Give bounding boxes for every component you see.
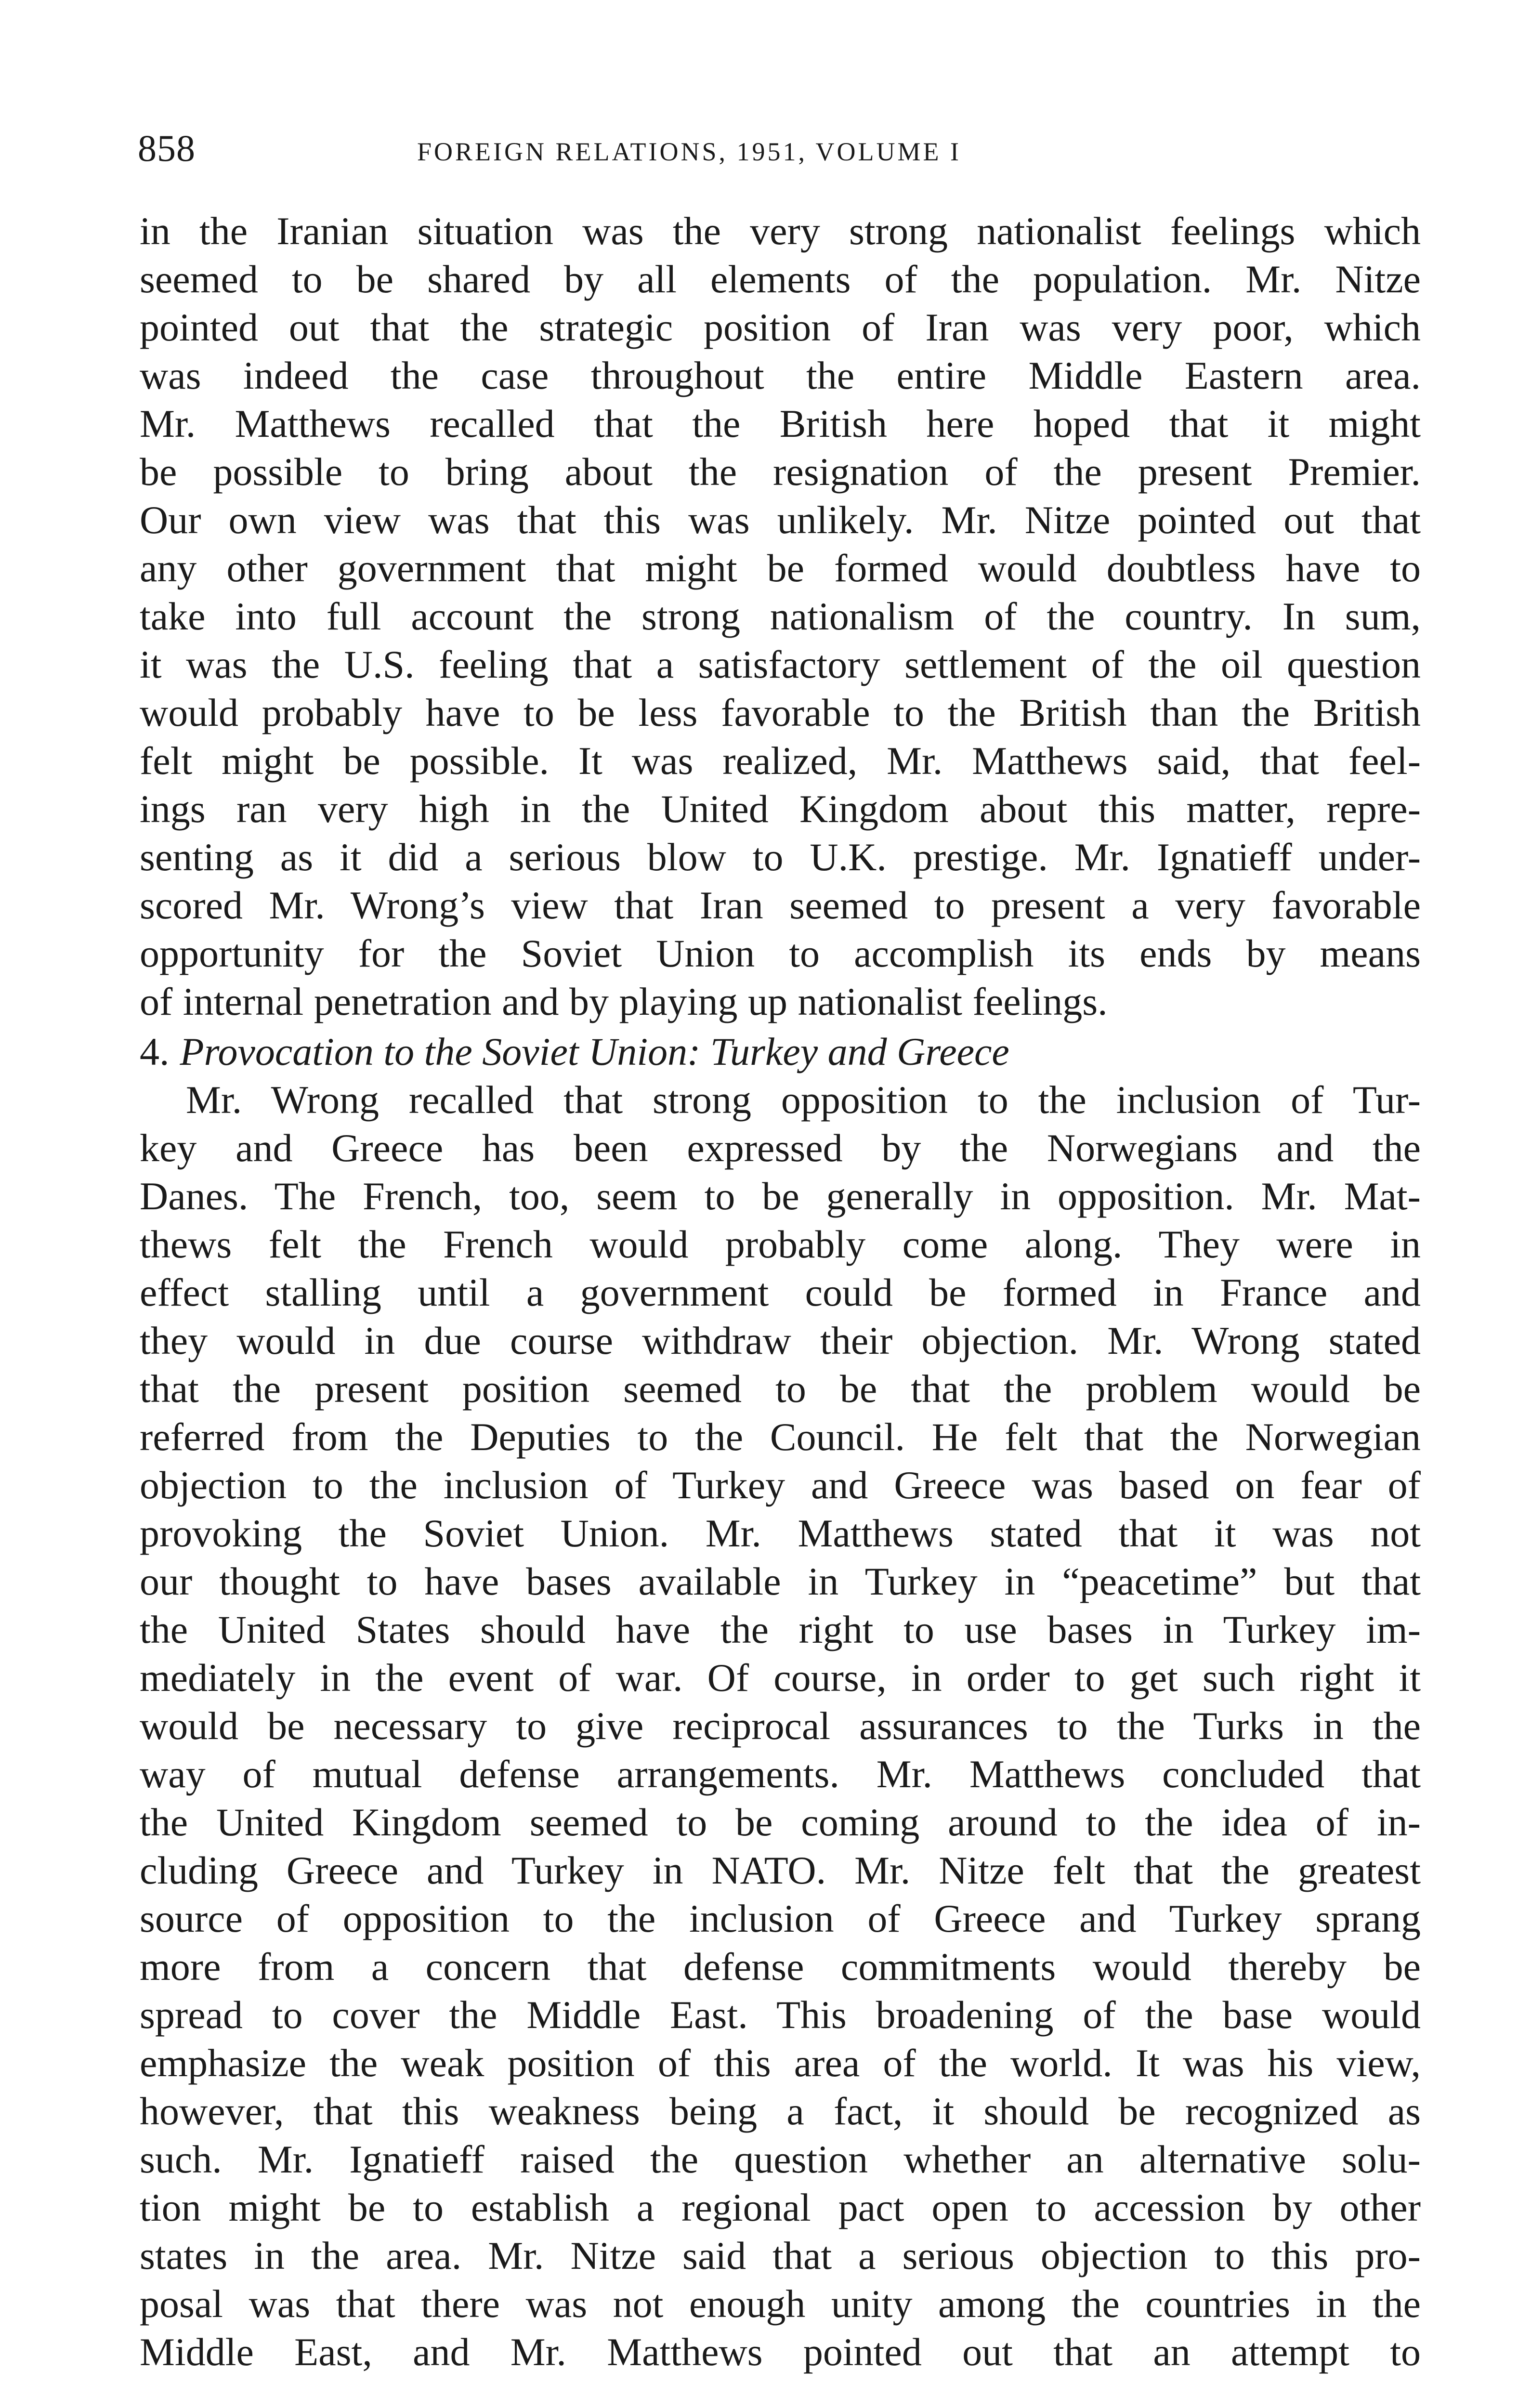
text-line: spread to cover the Middle East. This broadening of the base would [140,1993,1421,2037]
text-line: scored Mr. Wrong’s view that Iran seemed to present a very favorable [140,883,1421,927]
paragraph-iran [140,207,1421,1026]
text-line: objection to the inclusion of Turkey and Greece was based on fear of [140,1463,1421,1507]
text-line: more from a concern that defense commitments would thereby be [140,1945,1421,1989]
text-line: cluding Greece and Turkey in NATO. Mr. Nitze felt that the greatest [140,1848,1421,1892]
page-header [138,124,1419,177]
text-line: tion might be to establish a regional pact open to accession by other [140,2186,1421,2229]
text-line: they would in due course withdraw their objection. Mr. Wrong stated [140,1319,1421,1362]
section-number: 4. [140,1030,170,1073]
text-line: such. Mr. Ignatieff raised the question whether an alternative solu- [140,2137,1421,2181]
text-line: posal was that there was not enough unity among the countries in the [140,2282,1421,2326]
text-line: any other government that might be formed would doubtless have to [140,546,1421,590]
text-line: felt might be possible. It was realized, Mr. Matthews said, that feel- [140,739,1421,783]
body-text [140,207,1421,2376]
text-line: was indeed the case throughout the entire Middle Eastern area. [140,353,1421,397]
text-line: seemed to be shared by all elements of the population. Mr. Nitze [140,257,1421,301]
text-line: provoking the Soviet Union. Mr. Matthews stated that it was not [140,1511,1421,1555]
text-line: Our own view was that this was unlikely. Mr. Nitze pointed out that [140,498,1421,542]
text-line: source of opposition to the inclusion of Greece and Turkey sprang [140,1897,1421,1940]
text-line: be possible to bring about the resignation of the present Premier. [140,450,1421,494]
text-line: mediately in the event of war. Of course, in order to get such right it [140,1656,1421,1700]
text-line: would be necessary to give reciprocal assurances to the Turks in the [140,1704,1421,1748]
text-line: our thought to have bases available in Turkey in “peacetime” but that [140,1559,1421,1603]
text-line: in the Iranian situation was the very strong nationalist feelings which [140,209,1421,253]
text-line: pointed out that the strategic position of Iran was very poor, which [140,305,1421,349]
text-line: effect stalling until a government could be formed in France and [140,1270,1421,1314]
text-line: Mr. Wrong recalled that strong opposition to the inclusion of Tur- [186,1078,1421,1122]
text-line: however, that this weakness being a fact, it should be recognized as [140,2089,1421,2133]
text-line: Middle East, and Mr. Matthews pointed out that an attempt to [140,2330,1421,2374]
text-line: the United Kingdom seemed to be coming around to the idea of in- [140,1800,1421,1844]
text-line: ings ran very high in the United Kingdom about this matter, repre- [140,787,1421,831]
text-line: senting as it did a serious blow to U.K. prestige. Mr. Ignatieff under- [140,835,1421,879]
section-title: Provocation to the Soviet Union: Turkey and Greece [180,1030,1009,1073]
text-line: emphasize the weak position of this area of the world. It was his view, [140,2041,1421,2085]
text-line: Danes. The French, too, seem to be generally in opposition. Mr. Mat- [140,1174,1421,1218]
section-heading [140,1028,1421,1076]
running-title: FOREIGN RELATIONS, 1951, VOLUME I [417,137,961,166]
text-line: key and Greece has been expressed by the Norwegians and the [140,1126,1421,1170]
text-line: thews felt the French would probably come along. They were in [140,1222,1421,1266]
text-line: would probably have to be less favorable to the British than the British [140,691,1421,734]
paragraph-turkey-greece [140,1076,1421,2376]
text-line: of internal penetration and by playing up nationalist feelings. [140,980,1108,1023]
text-line: states in the area. Mr. Nitze said that a serious objection to this pro- [140,2234,1421,2277]
text-line: referred from the Deputies to the Council. He felt that the Norwegian [140,1415,1421,1459]
text-line: it was the U.S. feeling that a satisfactory settlement of the oil question [140,642,1421,686]
text-line: Mr. Matthews recalled that the British here hoped that it might [140,402,1421,445]
text-line: opportunity for the Soviet Union to accomplish its ends by means [140,931,1421,975]
text-line: way of mutual defense arrangements. Mr. Matthews concluded that [140,1752,1421,1796]
text-line: the United States should have the right to use bases in Turkey im- [140,1608,1421,1651]
page-number: 858 [138,127,196,169]
text-line: that the present position seemed to be that the problem would be [140,1367,1421,1411]
text-line: take into full account the strong nationalism of the country. In sum, [140,594,1421,638]
